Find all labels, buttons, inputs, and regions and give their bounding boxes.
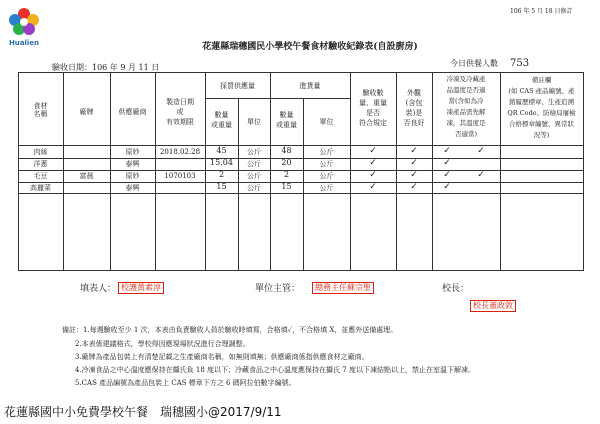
cell-unit2: 公斤 [319, 172, 334, 180]
filler-stamp: 校護黃素淳 [118, 282, 164, 294]
cell-supplier: 原妙 [125, 172, 140, 180]
cell-unit: 公斤 [247, 172, 261, 180]
header-brand: 廠牌 [79, 108, 94, 116]
org-name: Hualien [8, 39, 40, 47]
cell-supplier: 泰興 [125, 184, 140, 192]
filler-label: 填表人： [80, 284, 117, 294]
note-1: 備註：1.每週驗收至少 1 次，本表由負責驗收人員於驗收時填寫，合格填✓，不合格填 X，並應外送備處理。 [62, 326, 398, 334]
cell-qty2: 15 [281, 182, 292, 191]
note-2: 2.本表係建議格式，學校得因應現場狀況進行合理調整。 [75, 340, 250, 348]
cell-check-3: ✓ [443, 158, 451, 168]
inspection-date: 驗收日期：106 年 9 月 11 日 [52, 63, 160, 72]
cell-check-1: ✓ [369, 158, 377, 168]
principal-label: 校長： [442, 284, 470, 294]
principal-stamp: 校長董政敦 [470, 300, 516, 312]
cell-check-4: ✓ [477, 146, 485, 156]
header-unit2: 單位 [319, 118, 334, 126]
cell-item: 高麗菜 [30, 184, 51, 192]
header-check: 驗收數 量、重量 是否 符合規定 [359, 89, 387, 127]
cell-check-2: ✓ [410, 158, 418, 168]
cell-check-4: ✓ [477, 170, 485, 180]
cell-check-1: ✓ [369, 146, 377, 156]
header-supplier: 供應廠商 [118, 108, 147, 116]
cell-unit2: 公斤 [319, 184, 334, 192]
cell-brand: 富晨 [79, 172, 94, 180]
cell-qty: 15.04 [210, 158, 233, 167]
note-4: 4.冷凍食品之中心溫度應保持在攝氏負 18 度以下；冷藏食品之中心溫度應保持在攝氏 7 度以下凍結點以上，禁止在室溫下解凍。 [75, 366, 475, 374]
cell-unit2: 公斤 [319, 148, 334, 156]
cell-check-3: ✓ [443, 170, 451, 180]
form-title: 花蓮縣瑞穗國民小學校午餐食材驗收紀錄表(自設廚房) [202, 42, 418, 52]
header-appearance: 外觀 (含包 裝)是 否良好 [403, 89, 425, 127]
cell-qty2: 48 [281, 146, 292, 155]
cell-qty2: 20 [281, 158, 292, 167]
header-input-group: 進貨量 [299, 82, 321, 90]
cell-unit: 公斤 [247, 160, 261, 168]
cell-unit: 公斤 [247, 148, 261, 156]
cell-item: 肉絲 [33, 148, 48, 156]
cell-item: 毛豆 [33, 172, 48, 180]
cell-check-3: ✓ [443, 182, 451, 192]
header-purchase-group: 採買供應量 [220, 82, 255, 90]
note-3: 3.廠牌為產品包裝上有清楚記載之生產廠商名稱，如無則填無；供應廠商係指供應食材之廠商。 [75, 353, 369, 361]
header-item: 食材 名稱 [33, 102, 48, 118]
servings-label: 今日供餐人數 [450, 59, 498, 68]
supervisor-label: 單位主管： [255, 284, 301, 294]
header-remarks: 備註欄 (如 CAS 產品編號、產 銷履歷標章、生產追溯 QR Code、防檢局屠檢 合格標章編號、異常狀 況等) [507, 76, 576, 139]
cell-check-2: ✓ [410, 170, 418, 180]
cell-check-1: ✓ [369, 182, 377, 192]
note-5: 5.CAS 產品編號為產品包裝上 CAS 標章下方之 6 碼阿拉伯數字編號。 [75, 379, 296, 387]
cell-qty: 45 [216, 146, 227, 155]
cell-check-3: ✓ [443, 146, 451, 156]
header-qty: 數量 或重量 [211, 111, 232, 129]
header-temp: 冷凍及冷藏產 品溫度是否適 當(含如為冷 凍產品需先解 凍，其溫度是 否適當) [446, 75, 486, 138]
cell-supplier: 泰興 [125, 160, 140, 168]
cell-qty: 2 [218, 170, 225, 179]
supervisor-stamp: 總務主任蘇宗聖 [312, 282, 374, 294]
servings-value: 753 [510, 58, 530, 69]
header-mfg-date: 製造日期 或 有效期限 [166, 98, 194, 126]
cell-item: 洋蔥 [33, 160, 48, 168]
cell-check-2: ✓ [410, 146, 418, 156]
cell-mfg: 2018.02.28 [159, 148, 201, 156]
cell-check-2: ✓ [410, 182, 418, 192]
logo [6, 6, 42, 52]
header-unit: 單位 [247, 118, 261, 126]
cell-qty: 15 [216, 182, 227, 191]
cell-supplier: 原妙 [125, 148, 140, 156]
footer-caption: 花蓮縣國中小免費學校午餐 瑞穗國小@2017/9/11 [4, 405, 282, 419]
header-qty2: 數量 或重量 [276, 111, 297, 129]
cell-unit2: 公斤 [319, 160, 334, 168]
flower-logo-icon [6, 6, 42, 36]
cell-mfg: 1070103 [164, 172, 196, 180]
cell-check-1: ✓ [369, 170, 377, 180]
cell-qty2: 2 [283, 170, 290, 179]
revision-date: 106 年 5 月 18 日修訂 [510, 8, 573, 15]
cell-unit: 公斤 [247, 184, 261, 192]
